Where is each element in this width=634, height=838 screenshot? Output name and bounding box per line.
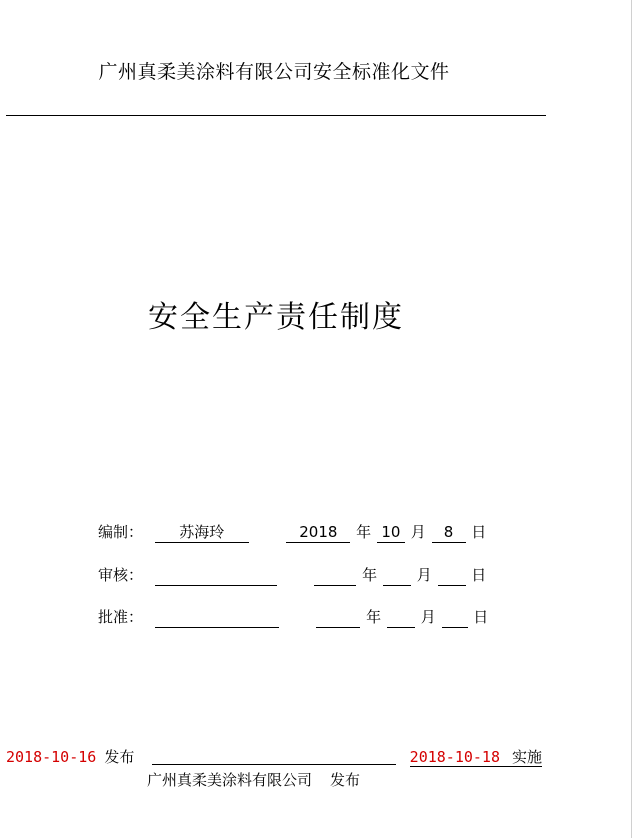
month-unit: 月 <box>420 608 436 626</box>
effective-group <box>410 746 542 768</box>
day-unit: 日 <box>471 566 487 584</box>
signoff-row-reviewed <box>98 564 487 586</box>
year-unit: 年 <box>366 608 382 626</box>
compiled-month-field: 10 <box>377 522 405 543</box>
approved-day-field <box>442 627 468 628</box>
publish-date: 2018-10-16 <box>6 748 97 766</box>
reviewed-year-field <box>314 585 356 586</box>
reviewed-label: 审核： <box>98 566 144 584</box>
compiled-name-field: 苏海玲 <box>155 522 249 543</box>
approved-name-field <box>155 627 279 628</box>
footer-underline <box>152 764 396 765</box>
publish-group <box>6 746 134 768</box>
month-unit: 月 <box>416 566 432 584</box>
approved-label: 批准： <box>98 608 144 626</box>
day-unit: 日 <box>471 523 487 541</box>
year-unit: 年 <box>356 523 372 541</box>
signoff-row-compiled <box>98 521 487 543</box>
reviewed-month-field <box>383 585 411 586</box>
year-unit: 年 <box>362 566 378 584</box>
effective-date: 2018-10-18 <box>409 748 500 766</box>
effective-label: 实施 <box>500 748 542 767</box>
header-divider <box>6 115 546 116</box>
signoff-row-approved <box>98 606 489 628</box>
day-unit: 日 <box>473 608 489 626</box>
issuer-label: 发布 <box>330 771 361 789</box>
compiled-year-field: 2018 <box>286 522 350 543</box>
footer-dates-line <box>6 746 546 768</box>
compiled-label: 编制： <box>98 523 144 541</box>
reviewed-name-field <box>155 585 277 586</box>
header-company-title: 广州真柔美涂料有限公司安全标准化文件 <box>98 61 450 83</box>
page-edge-border <box>631 0 632 838</box>
reviewed-day-field <box>438 585 466 586</box>
approved-year-field <box>316 627 360 628</box>
footer-issuer <box>147 769 360 791</box>
publish-label: 发布 <box>104 748 135 766</box>
issuer-name: 广州真柔美涂料有限公司 <box>147 771 313 789</box>
document-title: 安全生产责任制度 <box>148 300 404 335</box>
month-unit: 月 <box>410 523 426 541</box>
approved-month-field <box>387 627 415 628</box>
compiled-day-field: 8 <box>432 522 466 543</box>
